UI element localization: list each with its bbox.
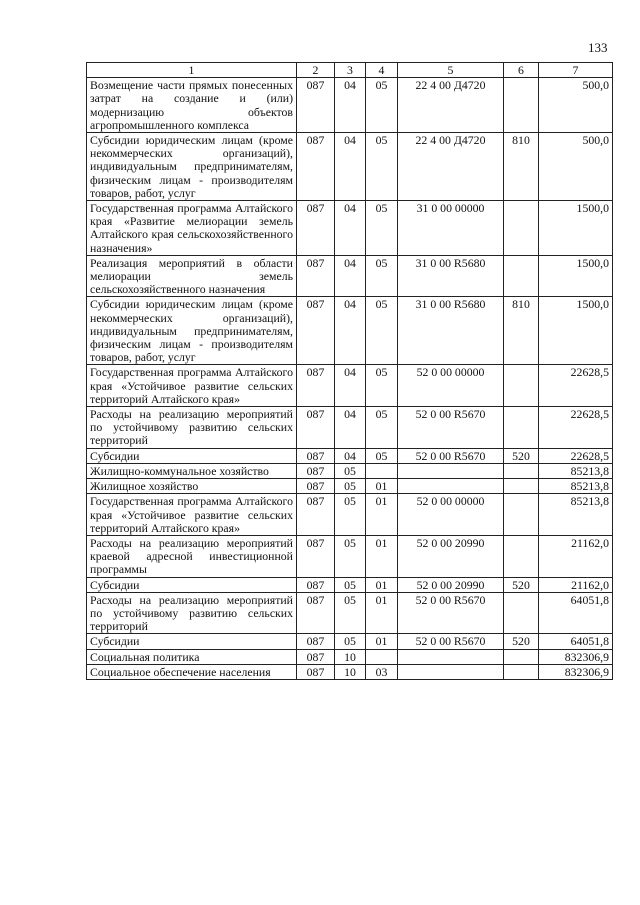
section-code-cell: 05: [335, 479, 366, 494]
header-cell: 1: [87, 63, 297, 78]
admin-code-cell: 087: [297, 201, 335, 256]
amount-cell: 85213,8: [539, 494, 613, 536]
header-cell: 7: [539, 63, 613, 78]
expense-type-cell: [504, 592, 539, 634]
section-code-cell: 04: [335, 201, 366, 256]
row-name-cell: Жилищно-коммунальное хозяйство: [87, 463, 297, 478]
target-article-cell: 31 0 00 R5680: [398, 255, 504, 297]
table-row: [87, 494, 613, 536]
subsection-code-cell: 01: [366, 494, 398, 536]
admin-code-cell: 087: [297, 297, 335, 365]
table-row: [87, 407, 613, 449]
subsection-code-cell: 01: [366, 577, 398, 592]
table-row: [87, 463, 613, 478]
header-cell: 2: [297, 63, 335, 78]
subsection-code-cell: [366, 463, 398, 478]
target-article-cell: 52 0 00 R5670: [398, 592, 504, 634]
subsection-code-cell: 01: [366, 634, 398, 649]
expense-type-cell: [504, 664, 539, 679]
subsection-code-cell: 05: [366, 297, 398, 365]
row-name-cell: Субсидии: [87, 448, 297, 463]
table-row: [87, 255, 613, 297]
row-name-cell: Реализация мероприятий в области мелиорации земель сельскохозяйственного назначения: [87, 255, 297, 297]
amount-cell: 64051,8: [539, 592, 613, 634]
expense-type-cell: 520: [504, 577, 539, 592]
expense-type-cell: [504, 535, 539, 577]
expense-type-cell: [504, 463, 539, 478]
row-name-cell: Возмещение части прямых понесенных затрат на создание и (или) модернизацию объектов агропромышленного комплекса: [87, 78, 297, 133]
row-name-cell: Государственная программа Алтайского края «Устойчивое развитие сельских территорий Алтайского края»: [87, 365, 297, 407]
expense-type-cell: 810: [504, 133, 539, 201]
amount-cell: 832306,9: [539, 649, 613, 664]
target-article-cell: 52 0 00 20990: [398, 577, 504, 592]
row-name-cell: Расходы на реализацию мероприятий по устойчивому развитию сельских территорий: [87, 407, 297, 449]
expense-type-cell: [504, 479, 539, 494]
amount-cell: 1500,0: [539, 201, 613, 256]
section-code-cell: 04: [335, 365, 366, 407]
table-row: [87, 592, 613, 634]
amount-cell: 500,0: [539, 133, 613, 201]
row-name-cell: Субсидии: [87, 634, 297, 649]
table-row: [87, 649, 613, 664]
amount-cell: 85213,8: [539, 479, 613, 494]
admin-code-cell: 087: [297, 463, 335, 478]
amount-cell: 22628,5: [539, 448, 613, 463]
table-row: [87, 448, 613, 463]
subsection-code-cell: 01: [366, 592, 398, 634]
subsection-code-cell: 01: [366, 479, 398, 494]
table-row: [87, 201, 613, 256]
section-code-cell: 05: [335, 577, 366, 592]
target-article-cell: 31 0 00 00000: [398, 201, 504, 256]
expense-type-cell: [504, 365, 539, 407]
row-name-cell: Расходы на реализацию мероприятий краевой адресной инвестиционной программы: [87, 535, 297, 577]
target-article-cell: 52 0 00 R5670: [398, 634, 504, 649]
admin-code-cell: 087: [297, 78, 335, 133]
target-article-cell: 52 0 00 R5670: [398, 407, 504, 449]
admin-code-cell: 087: [297, 664, 335, 679]
row-name-cell: Государственная программа Алтайского края «Развитие мелиорации земель Алтайского края сельскохозяйственного назначения»: [87, 201, 297, 256]
target-article-cell: [398, 649, 504, 664]
section-code-cell: 05: [335, 463, 366, 478]
target-article-cell: 52 0 00 20990: [398, 535, 504, 577]
expense-type-cell: [504, 649, 539, 664]
section-code-cell: 10: [335, 664, 366, 679]
admin-code-cell: 087: [297, 634, 335, 649]
table-row: [87, 78, 613, 133]
row-name-cell: Социальная политика: [87, 649, 297, 664]
expense-type-cell: 520: [504, 448, 539, 463]
subsection-code-cell: [366, 649, 398, 664]
row-name-cell: Субсидии: [87, 577, 297, 592]
section-code-cell: 05: [335, 535, 366, 577]
expense-type-cell: [504, 78, 539, 133]
table-header-row: [87, 63, 613, 78]
section-code-cell: 04: [335, 448, 366, 463]
table-row: [87, 297, 613, 365]
subsection-code-cell: 05: [366, 407, 398, 449]
table-row: [87, 133, 613, 201]
table-row: [87, 535, 613, 577]
subsection-code-cell: 05: [366, 133, 398, 201]
section-code-cell: 05: [335, 494, 366, 536]
target-article-cell: [398, 479, 504, 494]
subsection-code-cell: 05: [366, 78, 398, 133]
section-code-cell: 04: [335, 297, 366, 365]
admin-code-cell: 087: [297, 255, 335, 297]
admin-code-cell: 087: [297, 535, 335, 577]
table-row: [87, 479, 613, 494]
amount-cell: 500,0: [539, 78, 613, 133]
table-row: [87, 577, 613, 592]
subsection-code-cell: 01: [366, 535, 398, 577]
expense-type-cell: [504, 494, 539, 536]
target-article-cell: 22 4 00 Д4720: [398, 78, 504, 133]
target-article-cell: 31 0 00 R5680: [398, 297, 504, 365]
row-name-cell: Субсидии юридическим лицам (кроме некоммерческих организаций), индивидуальным предпринимателям, физическим лицам - производителям товаров, работ, услуг: [87, 133, 297, 201]
table-row: [87, 664, 613, 679]
admin-code-cell: 087: [297, 133, 335, 201]
admin-code-cell: 087: [297, 592, 335, 634]
row-name-cell: Жилищное хозяйство: [87, 479, 297, 494]
subsection-code-cell: 05: [366, 448, 398, 463]
section-code-cell: 04: [335, 133, 366, 201]
subsection-code-cell: 05: [366, 201, 398, 256]
admin-code-cell: 087: [297, 494, 335, 536]
target-article-cell: [398, 664, 504, 679]
amount-cell: 22628,5: [539, 365, 613, 407]
target-article-cell: 52 0 00 00000: [398, 365, 504, 407]
admin-code-cell: 087: [297, 365, 335, 407]
expense-type-cell: 520: [504, 634, 539, 649]
section-code-cell: 10: [335, 649, 366, 664]
section-code-cell: 04: [335, 255, 366, 297]
amount-cell: 1500,0: [539, 297, 613, 365]
amount-cell: 85213,8: [539, 463, 613, 478]
table-row: [87, 365, 613, 407]
amount-cell: 832306,9: [539, 664, 613, 679]
amount-cell: 22628,5: [539, 407, 613, 449]
expense-type-cell: 810: [504, 297, 539, 365]
target-article-cell: 52 0 00 R5670: [398, 448, 504, 463]
expense-type-cell: [504, 255, 539, 297]
amount-cell: 21162,0: [539, 535, 613, 577]
table-row: [87, 634, 613, 649]
row-name-cell: Социальное обеспечение населения: [87, 664, 297, 679]
admin-code-cell: 087: [297, 448, 335, 463]
page-number: 133: [588, 40, 608, 55]
target-article-cell: [398, 463, 504, 478]
subsection-code-cell: 05: [366, 365, 398, 407]
subsection-code-cell: 03: [366, 664, 398, 679]
admin-code-cell: 087: [297, 649, 335, 664]
amount-cell: 64051,8: [539, 634, 613, 649]
admin-code-cell: 087: [297, 577, 335, 592]
section-code-cell: 04: [335, 78, 366, 133]
header-cell: 3: [335, 63, 366, 78]
expense-type-cell: [504, 201, 539, 256]
target-article-cell: 22 4 00 Д4720: [398, 133, 504, 201]
amount-cell: 21162,0: [539, 577, 613, 592]
target-article-cell: 52 0 00 00000: [398, 494, 504, 536]
admin-code-cell: 087: [297, 479, 335, 494]
row-name-cell: Расходы на реализацию мероприятий по устойчивому развитию сельских территорий: [87, 592, 297, 634]
expense-type-cell: [504, 407, 539, 449]
header-cell: 4: [366, 63, 398, 78]
amount-cell: 1500,0: [539, 255, 613, 297]
row-name-cell: Государственная программа Алтайского края «Устойчивое развитие сельских территорий Алтайского края»: [87, 494, 297, 536]
admin-code-cell: 087: [297, 407, 335, 449]
subsection-code-cell: 05: [366, 255, 398, 297]
section-code-cell: 05: [335, 634, 366, 649]
header-cell: 5: [398, 63, 504, 78]
section-code-cell: 04: [335, 407, 366, 449]
budget-table: [86, 62, 613, 680]
header-cell: 6: [504, 63, 539, 78]
row-name-cell: Субсидии юридическим лицам (кроме некоммерческих организаций), индивидуальным предпринимателям, физическим лицам - производителям товаров, работ, услуг: [87, 297, 297, 365]
section-code-cell: 05: [335, 592, 366, 634]
